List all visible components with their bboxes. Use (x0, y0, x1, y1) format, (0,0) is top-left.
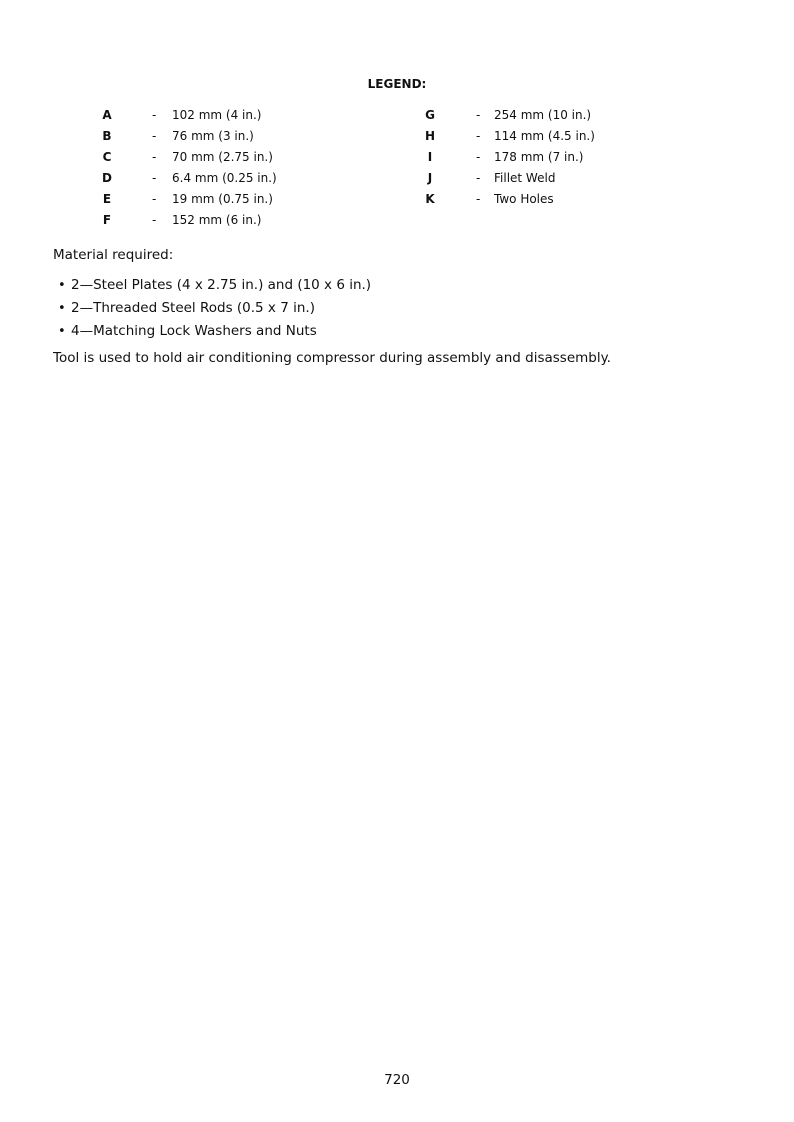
legend-value: 70 mm (2.75 in.) (172, 150, 273, 164)
legend-value: 254 mm (10 in.) (494, 108, 592, 122)
bullet-icon: • (58, 324, 66, 339)
legend-dash: - (476, 108, 481, 122)
legend-key: B (102, 129, 112, 143)
legend-key: F (102, 213, 112, 227)
list-item (53, 297, 371, 320)
legend-dash: - (476, 129, 481, 143)
legend-dash: - (152, 192, 157, 206)
legend-key: H (424, 129, 436, 143)
usage-note: Tool is used to hold air conditioning compressor during assembly and disassembly. (53, 350, 611, 366)
legend-value: 102 mm (4 in.) (172, 108, 262, 122)
legend-dash: - (476, 192, 481, 206)
legend-value: 178 mm (7 in.) (494, 150, 584, 164)
material-list (53, 274, 371, 343)
legend-dash: - (476, 150, 481, 164)
list-item (53, 320, 371, 343)
material-item-text: 4—Matching Lock Washers and Nuts (71, 323, 317, 339)
legend-key: A (102, 108, 112, 122)
legend-key: E (102, 192, 112, 206)
legend-value: 19 mm (0.75 in.) (172, 192, 273, 206)
legend-key: D (102, 171, 112, 185)
legend-value: 6.4 mm (0.25 in.) (172, 171, 277, 185)
legend-value: 76 mm (3 in.) (172, 129, 254, 143)
material-item-text: 2—Threaded Steel Rods (0.5 x 7 in.) (71, 300, 315, 316)
legend-dash: - (152, 213, 157, 227)
legend-value: 114 mm (4.5 in.) (494, 129, 595, 143)
legend-dash: - (152, 150, 157, 164)
material-item-text: 2—Steel Plates (4 x 2.75 in.) and (10 x 6 in.) (71, 277, 372, 293)
legend-dash: - (152, 129, 157, 143)
legend-title: LEGEND: (367, 77, 427, 91)
material-heading: Material required: (53, 247, 174, 263)
legend-key: J (427, 171, 433, 185)
legend-key: K (425, 192, 435, 206)
legend-value: Two Holes (494, 192, 554, 206)
legend-value: 152 mm (6 in.) (172, 213, 262, 227)
list-item (53, 274, 371, 297)
legend-key: C (102, 150, 112, 164)
legend-dash: - (152, 108, 157, 122)
legend-key: I (427, 150, 433, 164)
bullet-icon: • (58, 278, 66, 293)
legend-key: G (425, 108, 435, 122)
bullet-icon: • (58, 301, 66, 316)
legend-dash: - (476, 171, 481, 185)
legend-dash: - (152, 171, 157, 185)
page-number: 720 (384, 1072, 410, 1088)
legend-value: Fillet Weld (494, 171, 556, 185)
